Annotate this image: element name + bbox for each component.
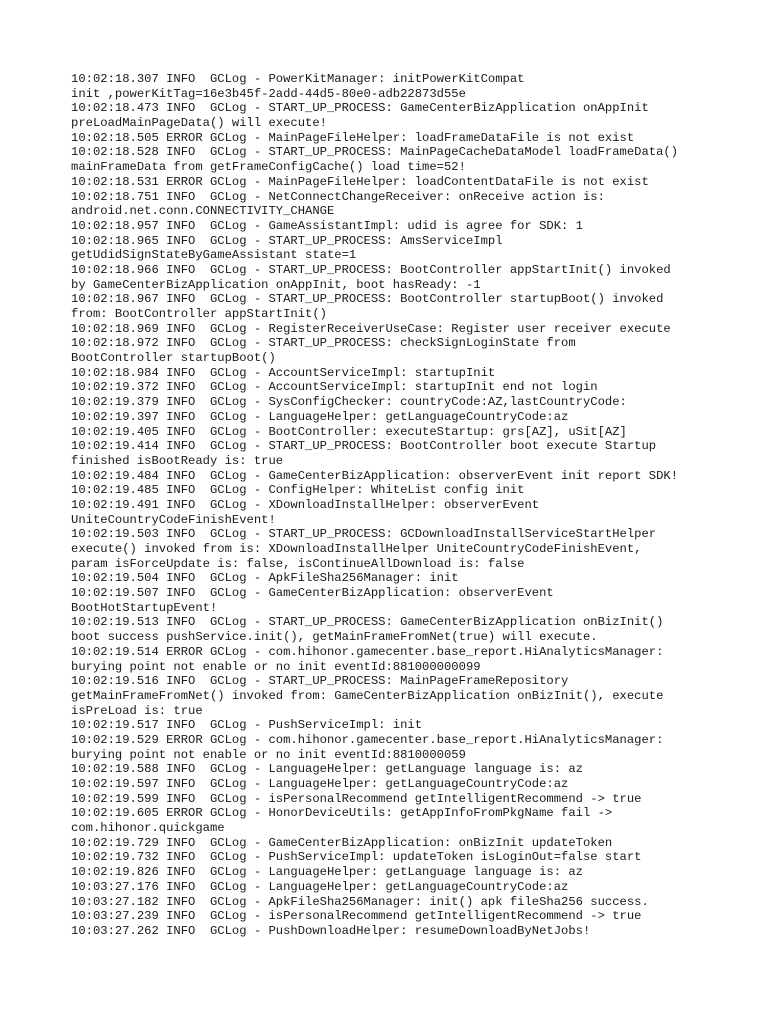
log-line: 10:02:19.491 INFO GCLog - XDownloadInstallHelper: observerEvent [71, 497, 540, 512]
log-line: param isForceUpdate is: false, isContinueAllDownload is: false [71, 556, 525, 571]
log-line: getMainFrameFromNet() invoked from: GameCenterBizApplication onBizInit(), execute [71, 688, 664, 703]
log-line: 10:02:18.957 INFO GCLog - GameAssistantImpl: udid is agree for SDK: 1 [71, 218, 583, 233]
log-line: 10:03:27.182 INFO GCLog - ApkFileSha256Manager: init() apk fileSha256 success. [71, 894, 649, 909]
log-line: 10:02:19.372 INFO GCLog - AccountServiceImpl: startupInit end not login [71, 380, 598, 395]
log-line: 10:03:27.262 INFO GCLog - PushDownloadHelper: resumeDownloadByNetJobs! [71, 923, 591, 938]
log-line: 10:03:27.176 INFO GCLog - LanguageHelper: getLanguageCountryCode:az [71, 879, 569, 894]
log-line: from: BootController appStartInit() [71, 307, 327, 321]
log-line: 10:02:19.826 INFO GCLog - LanguageHelper: getLanguage language is: az [71, 865, 583, 880]
log-line: android.net.conn.CONNECTIVITY_CHANGE [71, 204, 335, 219]
log-line: 10:02:19.414 INFO GCLog - START_UP_PROCESS: BootController boot execute Startup [71, 439, 657, 454]
log-line: 10:02:19.597 INFO GCLog - LanguageHelper: getLanguageCountryCode:az [71, 777, 569, 791]
log-line: by GameCenterBizApplication onAppInit, boot hasReady: -1 [71, 277, 481, 292]
log-line: UniteCountryCodeFinishEvent! [71, 512, 276, 527]
log-line: 10:02:18.528 INFO GCLog - START_UP_PROCESS: MainPageCacheDataModel loadFrameData() [71, 145, 679, 160]
log-line: 10:02:19.484 INFO GCLog - GameCenterBizApplication: observerEvent init report SDK! [71, 468, 679, 483]
log-line: 10:02:18.967 INFO GCLog - START_UP_PROCESS: BootController startupBoot() invoked [71, 292, 664, 307]
log-line: 10:02:19.503 INFO GCLog - START_UP_PROCESS: GCDownloadInstallServiceStartHelper [71, 527, 657, 542]
log-line: 10:02:19.517 INFO GCLog - PushServiceImpl: init [71, 718, 423, 733]
log-line: 10:02:19.599 INFO GCLog - isPersonalRecommend getIntelligentRecommend -> true [71, 791, 642, 806]
log-line: 10:02:18.531 ERROR GCLog - MainPageFileHelper: loadContentDataFile is not exist [71, 174, 649, 189]
log-line: 10:02:19.729 INFO GCLog - GameCenterBizApplication: onBizInit updateToken [71, 835, 613, 850]
log-line: 10:02:18.751 INFO GCLog - NetConnectChangeReceiver: onReceive action is: [71, 189, 605, 204]
log-line: 10:02:19.485 INFO GCLog - ConfigHelper: WhiteList config init [71, 483, 525, 498]
log-line: BootHotStartupEvent! [71, 600, 218, 615]
log-line: isPreLoad is: true [71, 703, 203, 718]
log-line: 10:02:19.504 INFO GCLog - ApkFileSha256Manager: init [71, 571, 459, 586]
log-line: 10:02:18.473 INFO GCLog - START_UP_PROCESS: GameCenterBizApplication onAppInit [71, 101, 649, 116]
log-line: 10:02:19.529 ERROR GCLog - com.hihonor.gamecenter.base_report.HiAnalyticsManager: [71, 732, 664, 747]
log-line: burying point not enable or no init eventId:8810000059 [71, 747, 466, 762]
log-line: 10:02:19.514 ERROR GCLog - com.hihonor.gamecenter.base_report.HiAnalyticsManager: [71, 644, 664, 659]
log-line: 10:02:18.984 INFO GCLog - AccountServiceImpl: startupInit [71, 365, 496, 380]
log-line: 10:02:18.969 INFO GCLog - RegisterReceiverUseCase: Register user receiver execute [71, 321, 671, 336]
log-line: boot success pushService.init(), getMainFrameFromNet(true) will execute. [71, 630, 598, 645]
log-line: burying point not enable or no init eventId:881000000099 [71, 659, 481, 674]
log-line: 10:02:19.397 INFO GCLog - LanguageHelper: getLanguageCountryCode:az [71, 409, 569, 424]
log-line: 10:02:19.405 INFO GCLog - BootController: executeStartup: grs[AZ], uSit[AZ] [71, 424, 627, 439]
log-line: 10:03:27.239 INFO GCLog - isPersonalRecommend getIntelligentRecommend -> true [71, 909, 642, 924]
log-line: 10:02:19.513 INFO GCLog - START_UP_PROCESS: GameCenterBizApplication onBizInit() [71, 615, 664, 630]
log-line: getUdidSignStateByGameAssistant state=1 [71, 248, 357, 263]
log-line: 10:02:18.972 INFO GCLog - START_UP_PROCESS: checkSignLoginState from [71, 336, 576, 351]
log-line: com.hihonor.quickgame [71, 821, 225, 836]
log-line: execute() invoked from is: XDownloadInstallHelper UniteCountryCodeFinishEvent, [71, 542, 642, 556]
log-line: 10:02:18.307 INFO GCLog - PowerKitManager: initPowerKitCompat [71, 72, 525, 86]
log-line: 10:02:18.965 INFO GCLog - START_UP_PROCESS: AmsServiceImpl [71, 233, 503, 248]
log-line: 10:02:18.966 INFO GCLog - START_UP_PROCESS: BootController appStartInit() invoked [71, 262, 671, 277]
log-line: 10:02:19.516 INFO GCLog - START_UP_PROCESS: MainPageFrameRepository [71, 674, 569, 689]
log-line: 10:02:18.505 ERROR GCLog - MainPageFileHelper: loadFrameDataFile is not exist [71, 130, 635, 145]
log-line: preLoadMainPageData() will execute! [71, 116, 327, 131]
log-line: 10:02:19.588 INFO GCLog - LanguageHelper: getLanguage language is: az [71, 762, 583, 777]
log-line: mainFrameData from getFrameConfigCache() load time=52! [71, 160, 466, 175]
log-line: 10:02:19.605 ERROR GCLog - HonorDeviceUtils: getAppInfoFromPkgName fail -> [71, 806, 613, 821]
log-line: init ,powerKitTag=16e3b45f-2add-44d5-80e0-adb22873d55e [71, 86, 466, 101]
log-line: 10:02:19.507 INFO GCLog - GameCenterBizApplication: observerEvent [71, 586, 554, 601]
log-text-block [71, 72, 761, 939]
log-line: 10:02:19.379 INFO GCLog - SysConfigChecker: countryCode:AZ,lastCountryCode: [71, 395, 627, 410]
log-line: 10:02:19.732 INFO GCLog - PushServiceImpl: updateToken isLoginOut=false start [71, 850, 642, 865]
log-line: finished isBootReady is: true [71, 453, 284, 468]
log-line: BootController startupBoot() [71, 351, 276, 366]
